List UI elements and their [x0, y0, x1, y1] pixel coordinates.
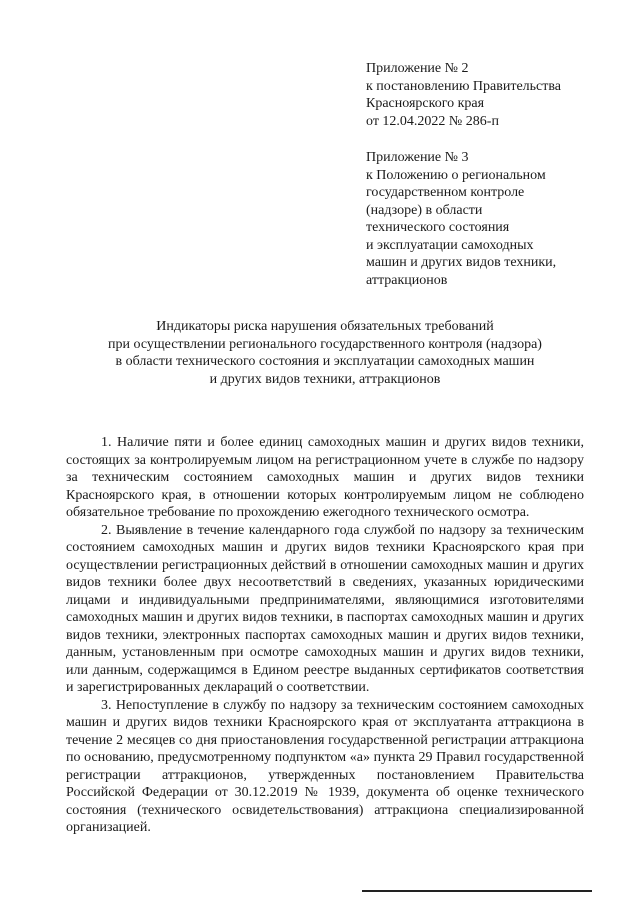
appendix-3-line: (надзоре) в области — [366, 202, 483, 218]
appendix-3-line: и эксплуатации самоходных — [366, 237, 534, 253]
paragraph-3: 3. Непоступление в службу по надзору за техническим состоянием самоходных машин и других видов техники Красноярского края от эксплуатанта аттракциона в течение 2 месяцев со дня приостановления государственной регистрации аттракциона по основанию, предусмотренному подпунктом «а» пункта 29 Правил государственной регистрации аттракционов, утвержденных постановлением Правительства Российской Федерации от 30.12.2019 № 1939, документа об оценке технического состояния (технического освидетельствования) аттракциона специализированной организацией. — [66, 697, 584, 835]
appendix-3-header — [366, 149, 606, 289]
title-line: Индикаторы риска нарушения обязательных требований — [156, 319, 494, 334]
footer-rule — [362, 890, 592, 892]
paragraph-1: 1. Наличие пяти и более единиц самоходных машин и других видов техники, состоящих за контролируемым лицом на регистрационном учете в службе по надзору за техническим состоянием самоходных машин и других видов техники Красноярского края, в отношении которых контролируемым лицом не соблюдено обязательное требование по прохождению ежегодного технического осмотра. — [66, 435, 584, 520]
appendix-3-line: технического состояния — [366, 220, 510, 235]
document-title — [60, 318, 590, 388]
paragraph-2: 2. Выявление в течение календарного года службой по надзору за техническим состоянием самоходных машин и других видов техники Красноярского края при осуществлении регистрационных действий в отношении самоходных машин и других видов техники более двух несоответствий в сведениях, указанных юридическими лицами и индивидуальными предпринимателями, являющимися изготовителями самоходных машин и других видов техники, в паспортах самоходных машин и других видов техники, электронных паспортах самоходных машин и других видов техники, данным, установленным при осмотре самоходных машин и других видов техники, или данным, содержащимся в Едином реестре выданных сертификатов соответствия и зарегистрированных деклараций о соответствии. — [66, 522, 584, 695]
appendix-3-line: государственном контроле — [366, 185, 525, 200]
appendix-2-header — [366, 60, 606, 130]
document-body — [66, 434, 584, 837]
title-line: и других видов техники, аттракционов — [209, 371, 441, 387]
appendix-2-line: к постановлению Правительства — [366, 78, 562, 94]
appendix-3-line: к Положению о региональном — [366, 167, 546, 183]
title-line: при осуществлении регионального государственного контроля (надзора) — [108, 336, 542, 352]
appendix-2-line: Приложение № 2 — [366, 61, 469, 76]
appendix-2-line: от 12.04.2022 № 286-п — [366, 113, 499, 129]
title-line: в области технического состояния и эксплуатации самоходных машин — [115, 354, 535, 369]
appendix-3-line: машин и других видов техники, — [366, 255, 557, 270]
appendix-2-line: Красноярского края — [366, 96, 485, 111]
appendix-3-line: Приложение № 3 — [366, 150, 469, 165]
appendix-3-line: аттракционов — [366, 272, 448, 288]
